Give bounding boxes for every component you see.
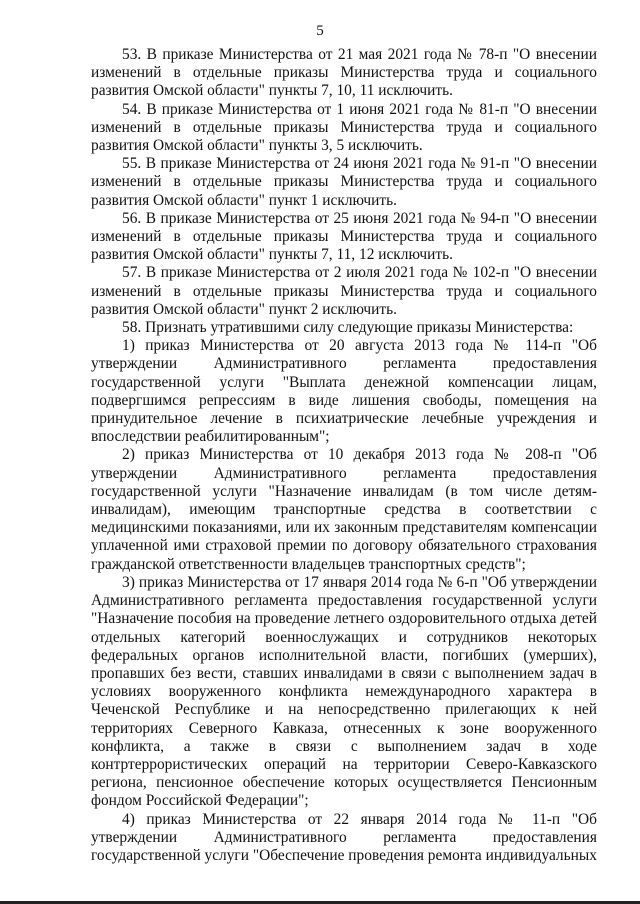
page-number: 5 — [316, 23, 324, 39]
paragraph-55: 55. В приказе Министерства от 24 июня 2021 года № 91-п "О внесении изменений в отдельные приказы Министерства труда и социального развития Омской области" пункт 1 исключить. — [91, 155, 597, 209]
paragraph-57: 57. В приказе Министерства от 2 июля 2021 года № 102-п "О внесении изменений в отдельные приказы Министерства труда и социального развития Омской области" пункт 2 исключить. — [91, 264, 597, 318]
list-item-4: 4) приказ Министерства от 22 января 2014 года № 11-п "Об утверждении Административного регламента предоставления государственной услуги "Обеспечение проведения ремонта индивидуальных — [91, 810, 597, 864]
paragraph-53: 53. В приказе Министерства от 21 мая 2021 года № 78-п "О внесении изменений в отдельные приказы Министерства труда и социального развития Омской области" пункты 7, 10, 11 исключить. — [91, 46, 597, 100]
document-body — [91, 46, 597, 865]
paragraph-58: 58. Признать утратившими силу следующие приказы Министерства: — [122, 319, 574, 337]
list-item-2: 2) приказ Министерства от 10 декабря 2013 года № 208-п "Об утверждении Административного регламента предоставления государственной услуги "Назначение инвалидам (в том числе детям-инвалидам), имеющим транспортные средства в соответствии с медицинскими показаниями, или их законным представителям компенсации уплаченной ими страховой премии по договору обязательного страхования гражданской ответственности владельцев транспортных средств"; — [91, 446, 597, 573]
list-item-3: 3) приказ Министерства от 17 января 2014 года № 6-п "Об утверждении Административного регламента предоставления государственной услуги "Назначение пособия на проведение летнего оздоровительного отдыха детей отдельных категорий военнослужащих и сотрудников некоторых федеральных органов исполнительной власти, погибших (умерших), пропавших без вести, ставших инвалидами в связи с выполнением задач в условиях вооруженного конфликта немеждународного характера в Чеченской Республике и на непосредственно прилегающих к ней территориях Северного Кавказа, отнесенных к зоне вооруженного конфликта, а также в связи с выполнением задач в ходе контртеррористических операций на территории Северо-Кавказского региона, пенсионное обеспечение которых осуществляется Пенсионным фондом Российской Федерации"; — [91, 573, 597, 810]
paragraph-54: 54. В приказе Министерства от 1 июня 2021 года № 81-п "О внесении изменений в отдельные приказы Министерства труда и социального развития Омской области" пункты 3, 5 исключить. — [91, 100, 597, 155]
list-item-1: 1) приказ Министерства от 20 августа 2013 года № 114-п "Об утверждении Административного регламента предоставления государственной услуги "Выплата денежной компенсации лицам, подвергшимся репрессиям в виде лишения свободы, помещения на принудительное лечение в психиатрические лечебные учреждения и впоследствии реабилитированным"; — [91, 337, 597, 446]
paragraph-56: 56. В приказе Министерства от 25 июня 2021 года № 94-п "О внесении изменений в отдельные приказы Министерства труда и социального развития Омской области" пункты 7, 11, 12 исключить. — [91, 209, 597, 264]
